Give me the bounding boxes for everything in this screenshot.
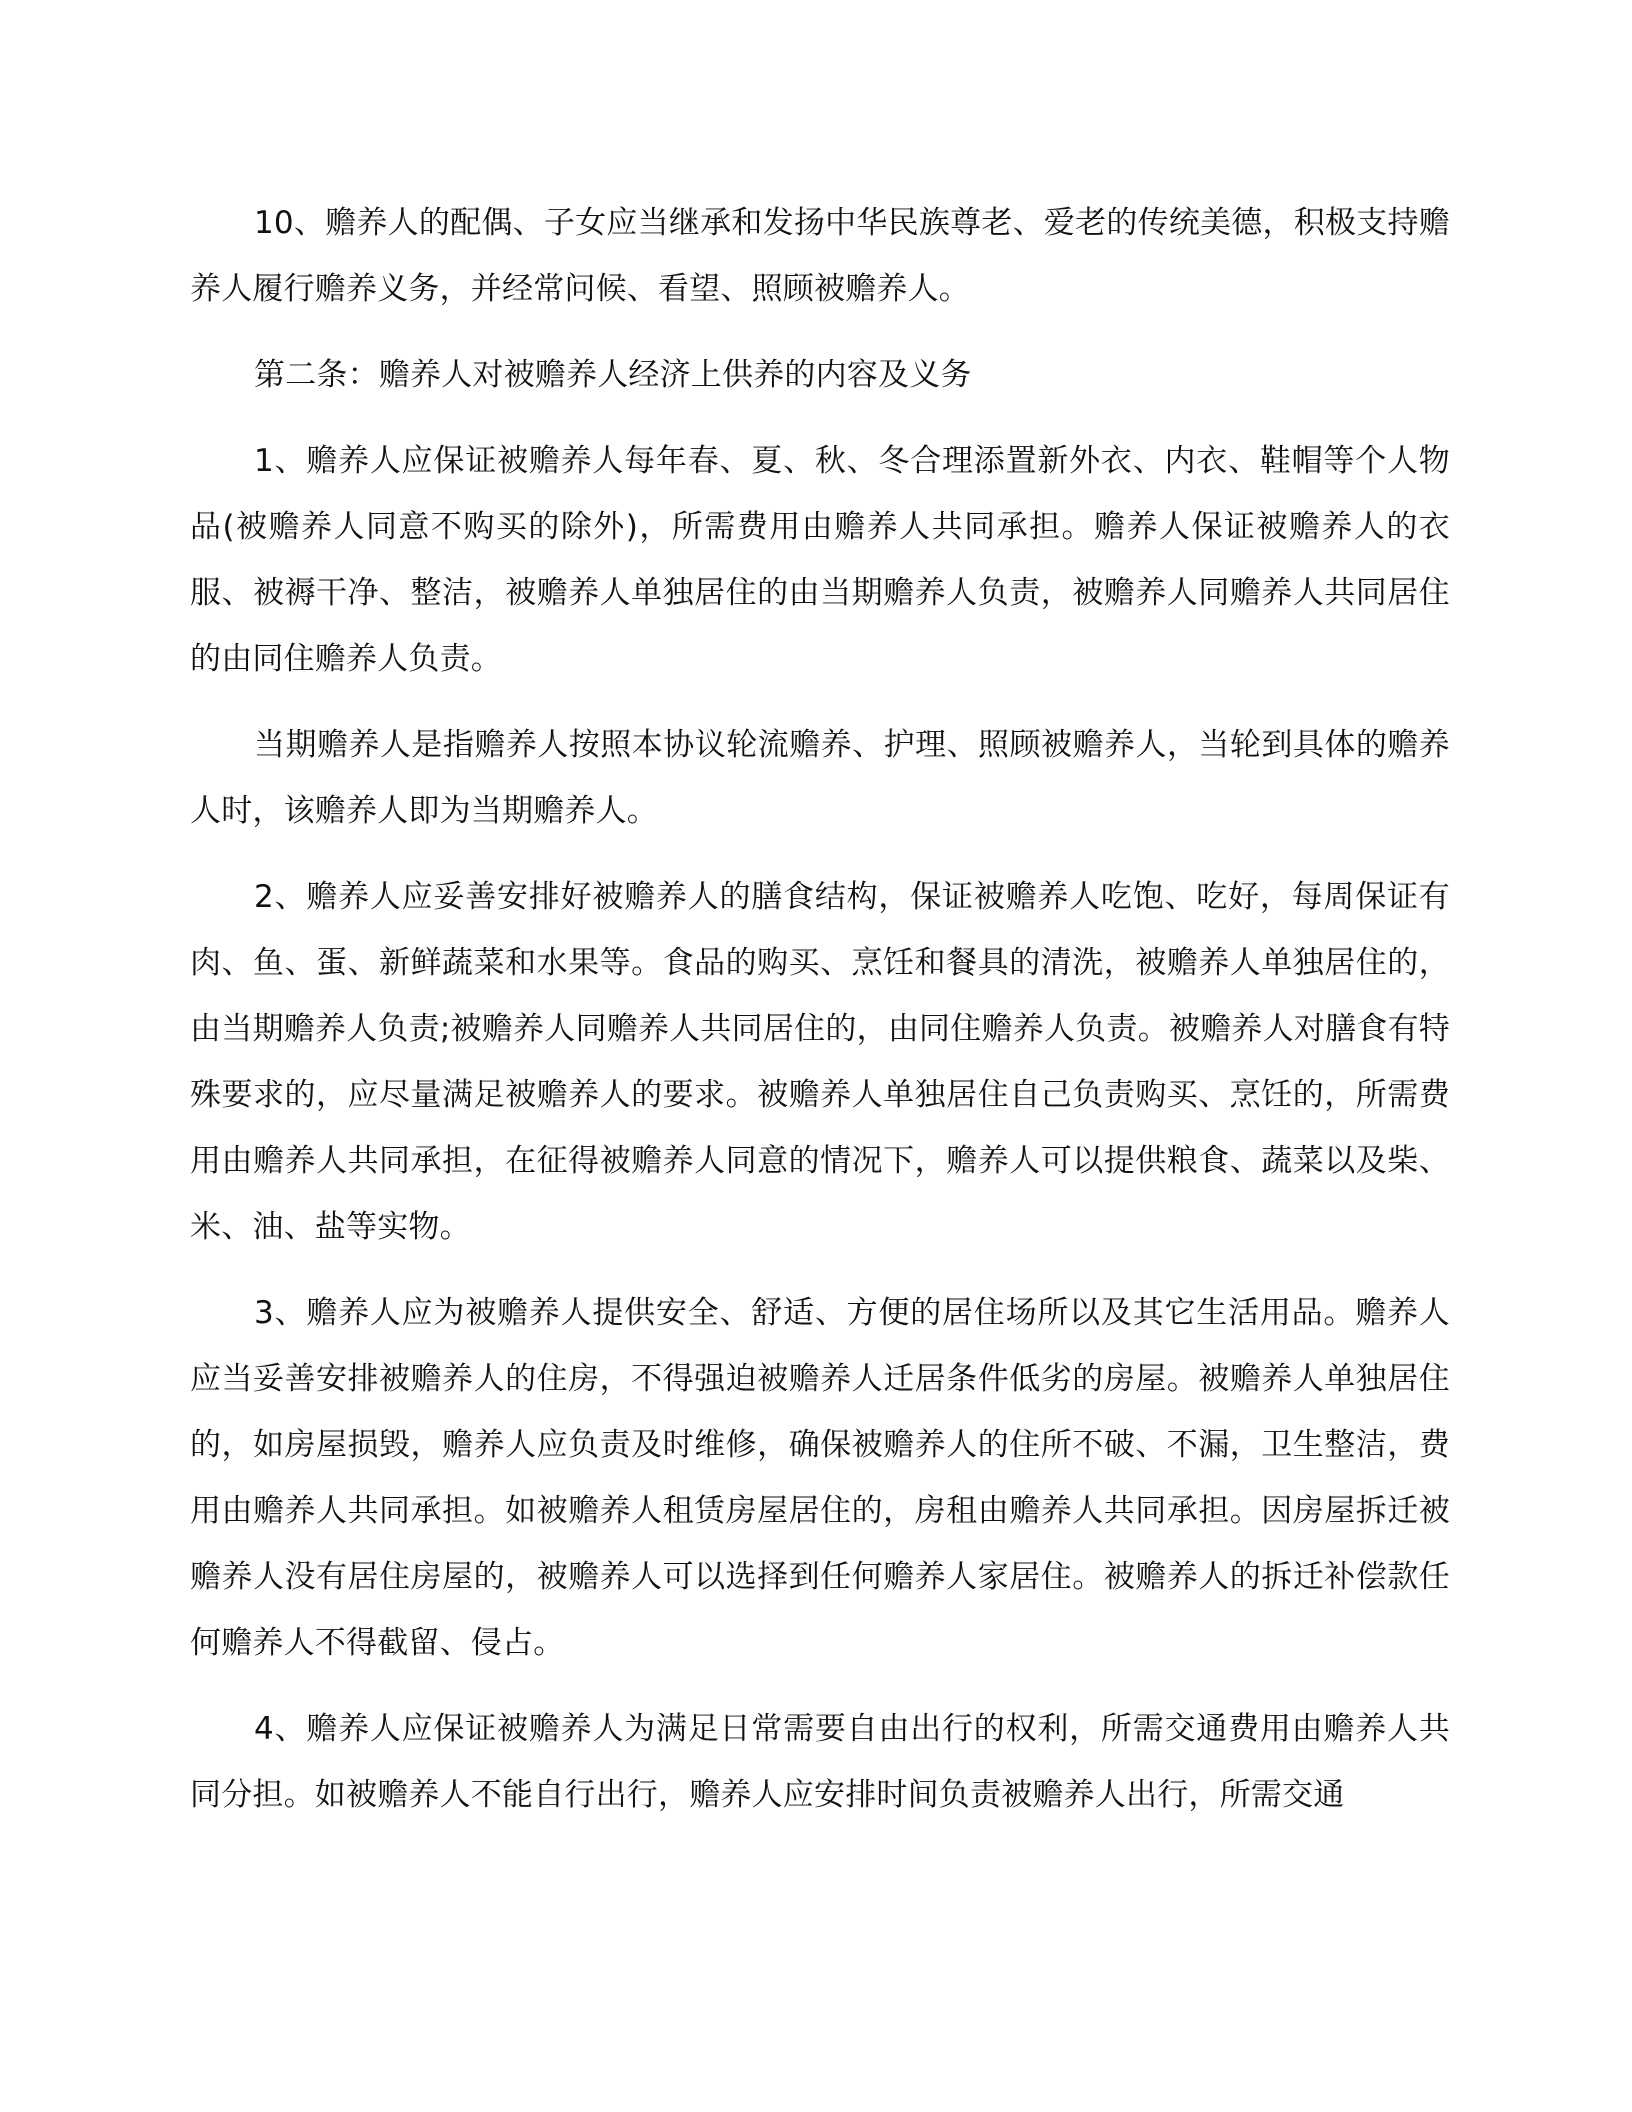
section-heading-article-2: 第二条：赡养人对被赡养人经济上供养的内容及义务 (254, 357, 972, 393)
paragraph-definition-current-supporter: 当期赡养人是指赡养人按照本协议轮流赡养、护理、照顾被赡养人，当轮到具体的赡养人时，该赡养人即为当期赡养人。 (190, 727, 1450, 829)
paragraph-clause-10: 10、赡养人的配偶、子女应当继承和发扬中华民族尊老、爱老的传统美德，积极支持赡养人履行赡养义务，并经常问候、看望、照顾被赡养人。 (190, 205, 1450, 307)
document-body (190, 190, 1450, 1848)
paragraph-clause-3: 3、赡养人应为被赡养人提供安全、舒适、方便的居住场所以及其它生活用品。赡养人应当妥善安排被赡养人的住房，不得强迫被赡养人迁居条件低劣的房屋。被赡养人单独居住的，如房屋损毁，赡养人应负责及时维修，确保被赡养人的住所不破、不漏，卫生整洁，费用由赡养人共同承担。如被赡养人租赁房屋居住的，房租由赡养人共同承担。因房屋拆迁被赡养人没有居住房屋的，被赡养人可以选择到任何赡养人家居住。被赡养人的拆迁补偿款任何赡养人不得截留、侵占。 (190, 1295, 1450, 1661)
paragraph-clause-2: 2、赡养人应妥善安排好被赡养人的膳食结构，保证被赡养人吃饱、吃好，每周保证有肉、鱼、蛋、新鲜蔬菜和水果等。食品的购买、烹饪和餐具的清洗，被赡养人单独居住的，由当期赡养人负责;被赡养人同赡养人共同居住的，由同住赡养人负责。被赡养人对膳食有特殊要求的，应尽量满足被赡养人的要求。被赡养人单独居住自己负责购买、烹饪的，所需费用由赡养人共同承担，在征得被赡养人同意的情况下，赡养人可以提供粮食、蔬菜以及柴、米、油、盐等实物。 (190, 879, 1450, 1245)
paragraph-clause-1: 1、赡养人应保证被赡养人每年春、夏、秋、冬合理添置新外衣、内衣、鞋帽等个人物品(被赡养人同意不购买的除外)，所需费用由赡养人共同承担。赡养人保证被赡养人的衣服、被褥干净、整洁，被赡养人单独居住的由当期赡养人负责，被赡养人同赡养人共同居住的由同住赡养人负责。 (190, 443, 1450, 677)
paragraph-clause-4: 4、赡养人应保证被赡养人为满足日常需要自由出行的权利，所需交通费用由赡养人共同分担。如被赡养人不能自行出行，赡养人应安排时间负责被赡养人出行，所需交通 (190, 1711, 1450, 1813)
